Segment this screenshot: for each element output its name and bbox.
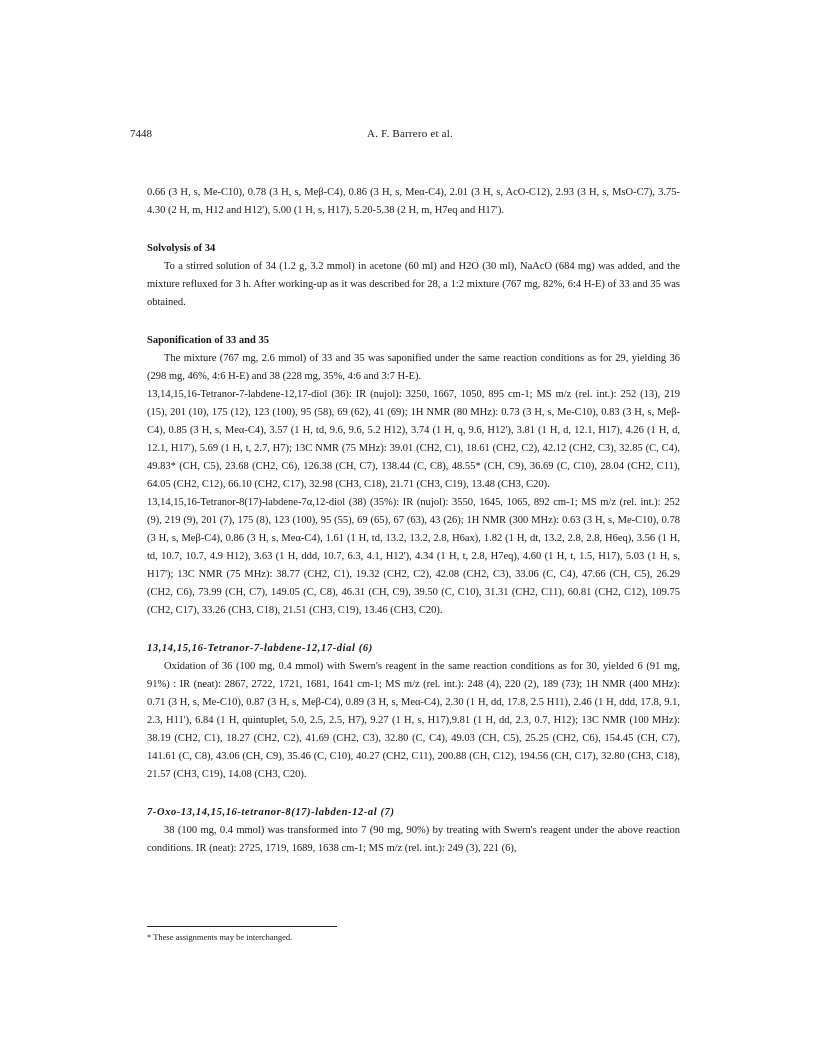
page-header [130,128,690,142]
solvolysis-paragraph: To a stirred solution of 34 (1.2 g, 3.2 mmol) in acetone (60 ml) and H2O (30 ml), NaAcO (684 mg) was added, and the mixture refluxed for 3 h. After working-up as it was described for 28, a 1:2 mixture (767 mg, 82%, 6:4 H-E) of 33 and 35 was obtained. [147,261,680,308]
section-heading-dial: 13,14,15,16-Tetranor-7-labdene-12,17-dial (6) [147,643,373,654]
footnote: * These assignments may be interchanged. [147,932,293,942]
article-body [147,184,680,858]
page-number: 7448 [130,128,152,140]
saponification-paragraph: The mixture (767 mg, 2.6 mmol) of 33 and 35 was saponified under the same reaction conditions as for 29, yielding 36 (298 mg, 46%, 4:6 H-E) and 38 (228 mg, 35%, 4:6 and 3:7 H-E). [147,353,680,382]
section-heading-saponification: Saponification of 33 and 35 [147,335,269,346]
oxo-paragraph: 38 (100 mg, 0.4 mmol) was transformed into 7 (90 mg, 90%) by treating with Swern's reagent under the above reaction conditions. IR (neat): 2725, 1719, 1689, 1638 cm-1; MS m/z (rel. int.): 249 (3), 221 (6), [147,825,680,854]
running-head: A. F. Barrero et al. [367,128,453,140]
dial-paragraph: Oxidation of 36 (100 mg, 0.4 mmol) with Swern's reagent in the same reaction conditions as for 30, yielded 6 (91 mg, 91%) : IR (neat): 2867, 2722, 1721, 1681, 1641 cm-1; MS m/z (rel. int.): 248 (4), 220 (2), 189 (73); 1H NMR (400 MHz): 0.71 (3 H, s, Me-C10), 0.87 (3 H, s, Meβ-C4), 0.89 (3 H, s, Meα-C4), 2.30 (1 H, dd, 17.8, 2.5 H11), 2.46 (1 H, ddd, 17.8, 9.1, 2.3, H11'), 6.84 (1 H, quintuplet, 5.0, 2.5, 2.5, H7), 9.27 (1 H, s, H17),9.81 (1 H, dd, 2.3, 0.7, H12); 13C NMR (100 MHz): 38.19 (CH2, C1), 18.27 (CH2, C2), 41.69 (CH2, C3), 32.80 (C, C4), 49.03 (CH, C5), 25.25 (CH2, C6), 154.45 (CH, C7), 141.61 (C, C8), 43.06 (CH, C9), 35.46 (C, C10), 40.27 (CH2, C11), 200.88 (CH, C12), 194.56 (CH, C17), 32.80 (CH3, C18), 21.57 (CH3, C19), 14.08 (CH3, C20). [147,661,680,780]
compound-36-data: 13,14,15,16-Tetranor-7-labdene-12,17-diol (36): IR (nujol): 3250, 1667, 1050, 895 cm-1; MS m/z (rel. int.): 252 (13), 219 (15), 201 (10), 175 (12), 123 (100), 95 (58), 69 (62), 41 (69); 1H NMR (80 MHz): 0.73 (3 H, s, Me-C10), 0.83 (3 H, s, Meβ-C4), 0.85 (3 H, s, Meα-C4), 3.57 (1 H, td, 9.6, 9.6, 5.2 H12), 3.74 (1 H, q, 9.6, H12'), 3.81 (1 H, d, 12.1, H17), 4.26 (1 H, d, 12.1, H17'), 5.69 (1 H, t, 2.7, H7); 13C NMR (75 MHz): 39.01 (CH2, C1), 18.61 (CH2, C2), 42.12 (CH2, C3), 32.85 (C, C4), 49.83* (CH, C5), 23.68 (CH2, C6), 126.38 (CH, C7), 138.44 (C, C8), 48.55* (CH, C9), 36.69 (C, C10), 28.04 (CH2, C11), 64.05 (CH2, C12), 66.10 (CH2, C17), 32.98 (CH3, C18), 21.71 (CH3, C19), 13.48 (CH3, C20). [147,389,680,490]
nmr-data-paragraph: 0.66 (3 H, s, Me-C10), 0.78 (3 H, s, Meβ-C4), 0.86 (3 H, s, Meα-C4), 2.01 (3 H, s, AcO-C12), 2.93 (3 H, s, MsO-C7), 3.75-4.30 (2 H, m, H12 and H12'), 5.00 (1 H, s, H17), 5.20-5.38 (2 H, m, H7eq and H17'). [147,187,680,216]
compound-38-data: 13,14,15,16-Tetranor-8(17)-labdene-7α,12-diol (38) (35%): IR (nujol): 3550, 1645, 1065, 892 cm-1; MS m/z (rel. int.): 252 (9), 219 (9), 201 (7), 175 (8), 123 (100), 95 (55), 69 (65), 67 (63), 43 (26); 1H NMR (300 MHz): 0.63 (3 H, s, Me-C10), 0.78 (3 H, s, Meβ-C4), 0.86 (3 H, s, Meα-C4), 1.61 (1 H, td, 13.2, 13.2, 2.8, H6ax), 1.82 (1 H, dt, 13.2, 2.8, 2.8, H6eq), 3.56 (1 H, td, 10.7, 10.7, 4.9 H12), 3.63 (1 H, ddd, 10.7, 6.3, 4.1, H12'), 4.34 (1 H, t, 2.8, H7eq), 4.60 (1 H, t, 1.5, H17), 5.03 (1 H, s, H17'); 13C NMR (75 MHz): 38.77 (CH2, C1), 19.32 (CH2, C2), 42.08 (CH2, C3), 33.06 (C, C4), 47.66 (CH, C5), 26.29 (CH2, C6), 73.99 (CH, C7), 149.05 (C, C8), 46.31 (CH, C9), 39.50 (C, C10), 31.31 (CH2, C11), 60.81 (CH2, C12), 109.75 (CH2, C17), 33.26 (CH3, C18), 21.51 (CH3, C19), 13.46 (CH3, C20). [147,497,680,616]
footnote-divider [147,926,337,927]
section-heading-solvolysis: Solvolysis of 34 [147,243,216,254]
section-heading-oxo: 7-Oxo-13,14,15,16-tetranor-8(17)-labden-12-al (7) [147,807,395,818]
